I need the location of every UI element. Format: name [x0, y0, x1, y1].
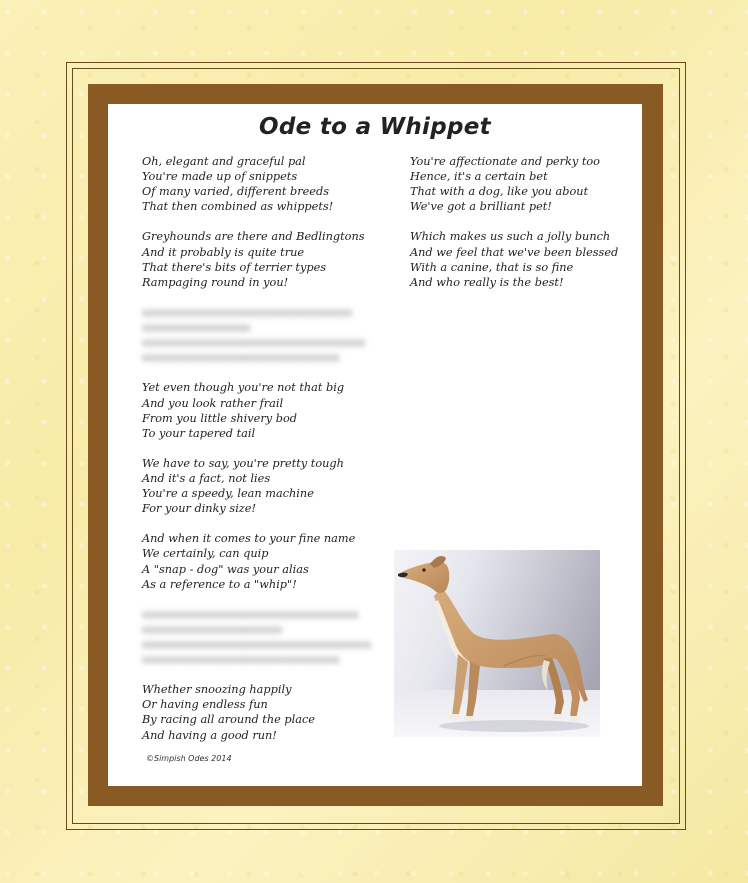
blurred-stanza [142, 305, 392, 365]
poem-line: And it's a fact, not lies [142, 471, 271, 485]
poem-line: Or having endless fun [142, 698, 268, 712]
poem-stanza [410, 229, 635, 289]
poem-stanza [142, 682, 392, 742]
whippet-dog-image [394, 550, 600, 737]
poem-line: Oh, elegant and graceful pal [142, 155, 306, 168]
poem-line: xxxxxxxxxxxxxxxxxxxxxxxxxxxxxxx [142, 351, 340, 365]
poem-line: With a canine, that is so fine [410, 260, 574, 274]
poem-line: xxxxxxxxxxxxxxxxx [142, 321, 251, 335]
poem-line: And it probably is quite true [142, 245, 305, 259]
poem-stanza [142, 154, 392, 214]
whippet-photo [394, 550, 600, 737]
poem-line: Hence, it's a certain bet [410, 170, 548, 184]
poem-line: xxxxxxxxxxxxxxxxxxxxxx [142, 622, 283, 636]
poem-line: Rampaging round in you! [142, 275, 289, 289]
poem-line: xxxxxxxxxxxxxxxxxxxxxxxxxxxxxxxxx [142, 305, 353, 319]
poem-line: We certainly, can quip [142, 547, 269, 561]
poem-line: Whether snoozing happily [142, 683, 292, 697]
poem-line: xxxxxxxxxxxxxxxxxxxxxxxxxxxxxxxxxxx [142, 336, 365, 350]
poem-line: You're made up of snippets [142, 170, 298, 184]
poem-line: A "snap - dog" was your alias [142, 562, 309, 576]
poem-line: xxxxxxxxxxxxxxxxxxxxxxxxxxxxxxxxxxxx [142, 638, 372, 651]
poem-line: xxxxxxxxxxxxxxxxxxxxxxxxxxxxxxxxxx [142, 607, 359, 621]
poem-stanza [142, 229, 392, 289]
poem-line: That there's bits of terrier types [142, 260, 327, 274]
poem-stanza [142, 531, 392, 591]
poem-line: You're affectionate and perky too [410, 155, 600, 168]
poem-line: And when it comes to your fine name [142, 532, 356, 546]
poem-line: Of many varied, different breeds [142, 185, 330, 199]
poem-line: And you look rather frail [142, 396, 284, 410]
poem-line: That with a dog, like you about [410, 185, 589, 199]
poem-title: Ode to a Whippet [259, 114, 491, 140]
poem-line: For your dinky size! [142, 502, 256, 516]
poem-line: We have to say, you're pretty tough [142, 456, 344, 470]
poem-stanza [142, 456, 392, 516]
poem-line: From you little shivery bod [142, 411, 297, 425]
poem-stanza [142, 380, 392, 440]
poem-right-column [410, 154, 635, 305]
poem-line: We've got a brilliant pet! [410, 200, 552, 214]
poem-line: And having a good run! [142, 728, 277, 742]
blurred-stanza [142, 607, 392, 667]
poem-line: You're a speedy, lean machine [142, 487, 314, 501]
poem-left-column [142, 154, 392, 758]
poem-line: Yet even though you're not that big [142, 381, 345, 395]
poem-line: That then combined as whippets! [142, 200, 334, 214]
poem-stanza [410, 154, 635, 214]
poem-line: xxxxxxxxxxxxxxxxxxxxxxxxxxxxxxx [142, 653, 340, 667]
copyright-text: ©Simpish Odes 2014 [146, 754, 232, 763]
poem-line: Which makes us such a jolly bunch [410, 230, 611, 244]
poem-line: By racing all around the place [142, 713, 315, 727]
poem-line: Greyhounds are there and Bedlingtons [142, 230, 365, 244]
poem-paper [108, 104, 642, 786]
poem-line: And we feel that we've been blessed [410, 245, 619, 259]
poem-line: As a reference to a "whip"! [142, 577, 297, 591]
poem-line: To your tapered tail [142, 426, 256, 440]
poem-line: And who really is the best! [410, 275, 564, 289]
